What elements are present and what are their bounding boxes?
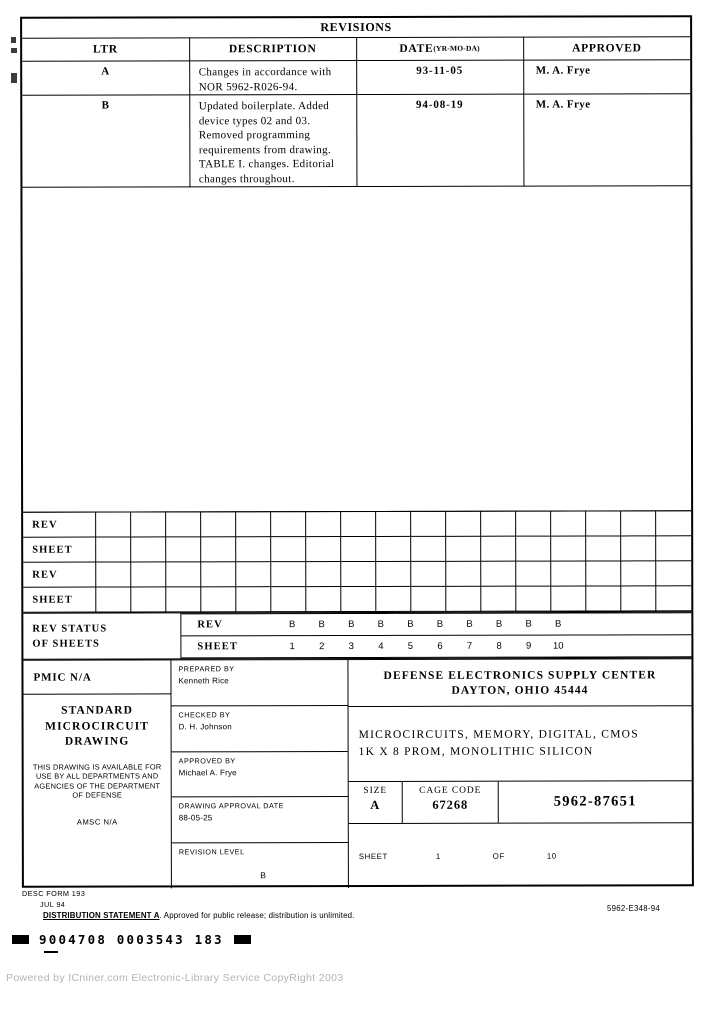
rev-strip-cell <box>376 536 411 561</box>
header-date-format: (YR-MO-DA) <box>433 43 480 53</box>
rev-status-rev-cell: B <box>484 613 514 635</box>
rev-strip-cell <box>446 511 481 536</box>
rev-status-of-sheets-table <box>23 611 691 659</box>
scan-artifact <box>11 73 17 83</box>
ocr-barcode-line <box>12 932 251 947</box>
approval-date-label: DRAWING APPROVAL DATE <box>178 801 284 811</box>
rev-strip-cell <box>96 512 131 537</box>
rev-strip-cell <box>201 537 236 562</box>
revision-level-label: REVISION LEVEL <box>178 847 245 857</box>
rev-strip-cell <box>411 536 446 561</box>
rev-status-rev-cell: B <box>396 613 426 635</box>
revisions-table <box>22 17 690 187</box>
checked-by-name: D. H. Johnson <box>178 722 232 732</box>
document-code: 5962-E348-94 <box>607 904 661 913</box>
rev-status-row <box>23 612 691 659</box>
rev-strip-cell <box>306 537 341 562</box>
rev-status-section <box>23 510 691 659</box>
header-date-text: DATE <box>399 42 434 55</box>
rev-strip-cell <box>411 561 446 586</box>
rev-strip-cell <box>516 561 551 586</box>
blank-drawing-area <box>22 167 691 512</box>
sheet-label: SHEET <box>358 851 388 861</box>
header-description: DESCRIPTION <box>189 38 356 61</box>
rev-status-sheet-cell <box>573 635 603 657</box>
rev-strip-cell <box>201 562 236 587</box>
rev-status-rev-cell: B <box>514 613 544 635</box>
row-ltr: A <box>22 61 189 95</box>
sheet-values-row <box>181 635 691 658</box>
rev-status-rev-cell <box>662 613 692 635</box>
header-ltr: LTR <box>22 38 189 61</box>
rev-strip-row <box>23 561 691 587</box>
rev-status-grid-cell <box>181 612 692 659</box>
distribution-statement-bold: DISTRIBUTION STATEMENT A <box>43 911 160 920</box>
approval-date-cell <box>172 797 348 843</box>
rev-strip-cell <box>341 536 376 561</box>
rev-strip-cell <box>551 511 586 536</box>
rev-strip-cell <box>166 587 201 612</box>
drawing-number-cell <box>499 781 692 822</box>
distribution-statement-rest: . Approved for public release; distribution is unlimited. <box>159 911 355 920</box>
rev-strip-cell <box>236 587 271 612</box>
rev-strip-table <box>23 510 691 612</box>
rev-status-rev-cell: B <box>307 614 337 636</box>
rev-strip-cell <box>376 586 411 611</box>
rev-status-rev-cell <box>632 613 662 635</box>
rev-status-sheet-cell: 3 <box>337 635 367 657</box>
rev-strip-label: SHEET <box>23 587 96 612</box>
desc-form-id <box>22 888 85 910</box>
rev-status-rev-cell <box>573 613 603 635</box>
cage-code-cell <box>403 782 499 823</box>
prepared-by-cell <box>171 660 347 706</box>
sheet-number: 1 <box>435 851 441 861</box>
rev-strip-cell <box>551 536 586 561</box>
rev-status-rev-cell <box>603 613 633 635</box>
rev-strip-cell <box>131 587 166 612</box>
table-row <box>22 60 690 95</box>
sheet-of-label: OF <box>492 851 505 861</box>
scan-artifact <box>11 48 17 53</box>
ocr-dash-mark <box>44 951 58 953</box>
row-date: 94-08-19 <box>356 94 523 186</box>
drawing-number: 5962-87651 <box>553 793 637 810</box>
rev-strip-cell <box>411 511 446 536</box>
cage-code-label: CAGE CODE <box>419 785 482 796</box>
watermark-text: Powered by ICniner.com Electronic-Library Service CopyRight 2003 <box>6 972 344 984</box>
drawing-frame <box>20 15 694 887</box>
rev-strip-cell <box>481 561 516 586</box>
rev-strip-cell <box>306 562 341 587</box>
rev-strip-cell <box>341 561 376 586</box>
rev-strip-cell <box>341 586 376 611</box>
pmic-field: PMIC N/A <box>23 660 170 694</box>
approved-by-cell <box>172 752 348 798</box>
smd-line-2: MICROCIRCUIT <box>45 719 150 733</box>
smd-line-1: STANDARD <box>61 704 133 717</box>
rev-strip-cell <box>621 511 656 536</box>
rev-strip-cell <box>341 511 376 536</box>
agency-block <box>348 659 691 707</box>
rev-strip-cell <box>586 511 621 536</box>
rev-strip-cell <box>586 586 621 611</box>
rev-strip-cell <box>376 511 411 536</box>
rev-strip-label: REV <box>23 562 96 587</box>
rev-status-rev-cell: B <box>366 613 396 635</box>
row-approved: M. A. Frye <box>523 94 690 186</box>
rev-strip-cell <box>446 561 481 586</box>
rev-strip-body <box>23 511 691 612</box>
rev-status-sheet-cell: 8 <box>484 635 514 657</box>
rev-strip-cell <box>131 512 166 537</box>
rev-strip-cell <box>271 537 306 562</box>
rev-strip-cell <box>131 562 166 587</box>
rev-strip-cell <box>376 561 411 586</box>
rev-strip-cell <box>621 536 656 561</box>
rev-strip-cell <box>481 586 516 611</box>
rev-status-sheet-cell: 4 <box>366 635 396 657</box>
rev-strip-cell <box>656 511 691 536</box>
revisions-block <box>22 17 690 187</box>
row-approved: M. A. Frye <box>523 60 690 94</box>
scan-artifact <box>11 37 16 43</box>
rev-status-sheet-cell <box>662 635 692 657</box>
rev-values-row <box>181 613 691 636</box>
rev-strip-row <box>23 586 691 612</box>
rev-strip-cell <box>411 586 446 611</box>
title-block-right <box>348 659 691 888</box>
rev-strip-cell <box>166 537 201 562</box>
agency-line-2: DAYTON, OHIO 45444 <box>451 684 589 697</box>
approval-date-value: 88-05-25 <box>178 813 213 823</box>
checked-by-label: CHECKED BY <box>178 710 231 720</box>
rev-status-grid <box>181 612 691 658</box>
title-block <box>23 658 691 888</box>
rev-strip-cell <box>271 512 306 537</box>
rev-status-label <box>23 613 181 659</box>
sheet-total: 10 <box>546 851 557 861</box>
rev-strip-cell <box>656 586 691 611</box>
checked-by-cell <box>172 706 348 752</box>
identification-row <box>349 781 692 824</box>
sheet-row <box>349 823 692 888</box>
rev-strip-cell <box>516 586 551 611</box>
rev-status-sheet-cell: 7 <box>455 635 485 657</box>
rev-strip-cell <box>166 512 201 537</box>
rev-status-sheet-cell: 10 <box>543 635 573 657</box>
revisions-title-row <box>22 17 690 38</box>
revisions-header-row <box>22 37 690 61</box>
rev-strip-cell <box>271 562 306 587</box>
agency-line-1: DEFENSE ELECTRONICS SUPPLY CENTER <box>383 669 657 682</box>
rev-status-rev-cell: B <box>543 613 573 635</box>
approved-by-label: APPROVED BY <box>178 755 236 765</box>
row-description: Changes in accordance with NOR 5962-R026-94. <box>189 61 356 95</box>
rev-strip-cell <box>656 561 691 586</box>
rev-status-rev-cell: B <box>336 613 366 635</box>
rev-status-label-line1: REV STATUS <box>32 623 108 635</box>
size-value: A <box>370 797 381 812</box>
prepared-by-name: Kenneth Rice <box>178 676 229 686</box>
rev-strip-cell <box>306 587 341 612</box>
ocr-block-left-icon <box>12 935 29 944</box>
title-block-left <box>23 660 171 888</box>
part-description-line-2: 1K X 8 PROM, MONOLITHIC SILICON <box>358 745 594 758</box>
size-label: SIZE <box>363 785 388 796</box>
rev-strip-cell <box>236 537 271 562</box>
rev-strip-cell <box>551 586 586 611</box>
rev-strip-cell <box>96 587 131 612</box>
ocr-block-right-icon <box>234 935 251 944</box>
cage-code-value: 67268 <box>432 797 469 812</box>
size-cell <box>349 782 403 823</box>
rev-status-sheet-cell: 9 <box>514 635 544 657</box>
prepared-by-label: PREPARED BY <box>178 664 235 674</box>
revisions-title: REVISIONS <box>22 17 690 38</box>
title-block-signatures <box>171 660 348 888</box>
rev-strip-cell <box>166 562 201 587</box>
revision-level-value: B <box>260 870 267 881</box>
rev-status-label-line2: OF SHEETS <box>32 638 100 650</box>
rev-strip-cell <box>236 562 271 587</box>
rev-status-sheet-cell <box>603 635 633 657</box>
rev-strip-cell <box>236 512 271 537</box>
rev-row-label: REV <box>181 614 277 636</box>
header-date <box>356 37 523 60</box>
rev-status-sheet-cell: 1 <box>277 636 307 658</box>
rev-strip-cell <box>621 586 656 611</box>
rev-strip-cell <box>656 536 691 561</box>
distribution-statement <box>43 911 355 920</box>
rev-status-rev-cell: B <box>425 613 455 635</box>
rev-strip-cell <box>306 512 341 537</box>
rev-strip-cell <box>446 536 481 561</box>
rev-strip-cell <box>586 536 621 561</box>
rev-strip-cell <box>621 561 656 586</box>
rev-strip-cell <box>201 587 236 612</box>
rev-strip-label: SHEET <box>23 537 96 562</box>
rev-status-sheet-cell: 5 <box>396 635 426 657</box>
approved-by-name: Michael A. Frye <box>178 767 237 777</box>
header-approved: APPROVED <box>523 37 690 60</box>
rev-status-rev-cell: B <box>455 613 485 635</box>
rev-status-sheet-cell: 6 <box>425 635 455 657</box>
rev-strip-cell <box>481 511 516 536</box>
smd-line-3: DRAWING <box>64 735 130 748</box>
rev-status-sheet-cell: 2 <box>307 636 337 658</box>
rev-status-sheet-cell <box>632 635 662 657</box>
desc-form-line-2: JUL 94 <box>40 900 66 909</box>
availability-statement: THIS DRAWING IS AVAILABLE FOR USE BY ALL DEPARTMENTS AND AGENCIES OF THE DEPARTMENT OF DEFENSE <box>32 761 162 800</box>
rev-strip-cell <box>96 537 131 562</box>
row-ltr: B <box>22 95 189 187</box>
sheet-row-label: SHEET <box>181 636 277 658</box>
amsc-field: AMSC N/A <box>76 817 118 827</box>
rev-strip-cell <box>481 536 516 561</box>
rev-strip-cell <box>201 512 236 537</box>
smd-identification <box>24 694 171 888</box>
rev-strip-cell <box>516 536 551 561</box>
rev-strip-label: REV <box>23 512 96 537</box>
rev-strip-cell <box>551 561 586 586</box>
rev-strip-cell <box>516 511 551 536</box>
rev-strip-row <box>23 536 691 562</box>
rev-strip-cell <box>96 562 131 587</box>
rev-status-rev-cell: B <box>277 614 307 636</box>
rev-strip-row <box>23 511 691 537</box>
part-description <box>349 706 692 782</box>
rev-strip-cell <box>271 587 306 612</box>
rev-strip-cell <box>446 586 481 611</box>
revision-level-cell <box>172 843 348 888</box>
row-date: 93-11-05 <box>356 60 523 94</box>
ocr-text: 9004708 0003543 183 <box>39 932 224 947</box>
desc-form-line-1: DESC FORM 193 <box>22 889 86 898</box>
part-description-line-1: MICROCIRCUITS, MEMORY, DIGITAL, CMOS <box>358 728 639 741</box>
rev-strip-cell <box>586 561 621 586</box>
rev-strip-cell <box>131 537 166 562</box>
row-description: Updated boilerplate. Added device types 02 and 03. Removed programming requirements from drawing. TABLE I. changes. Editorial changes throughout. <box>189 95 356 187</box>
